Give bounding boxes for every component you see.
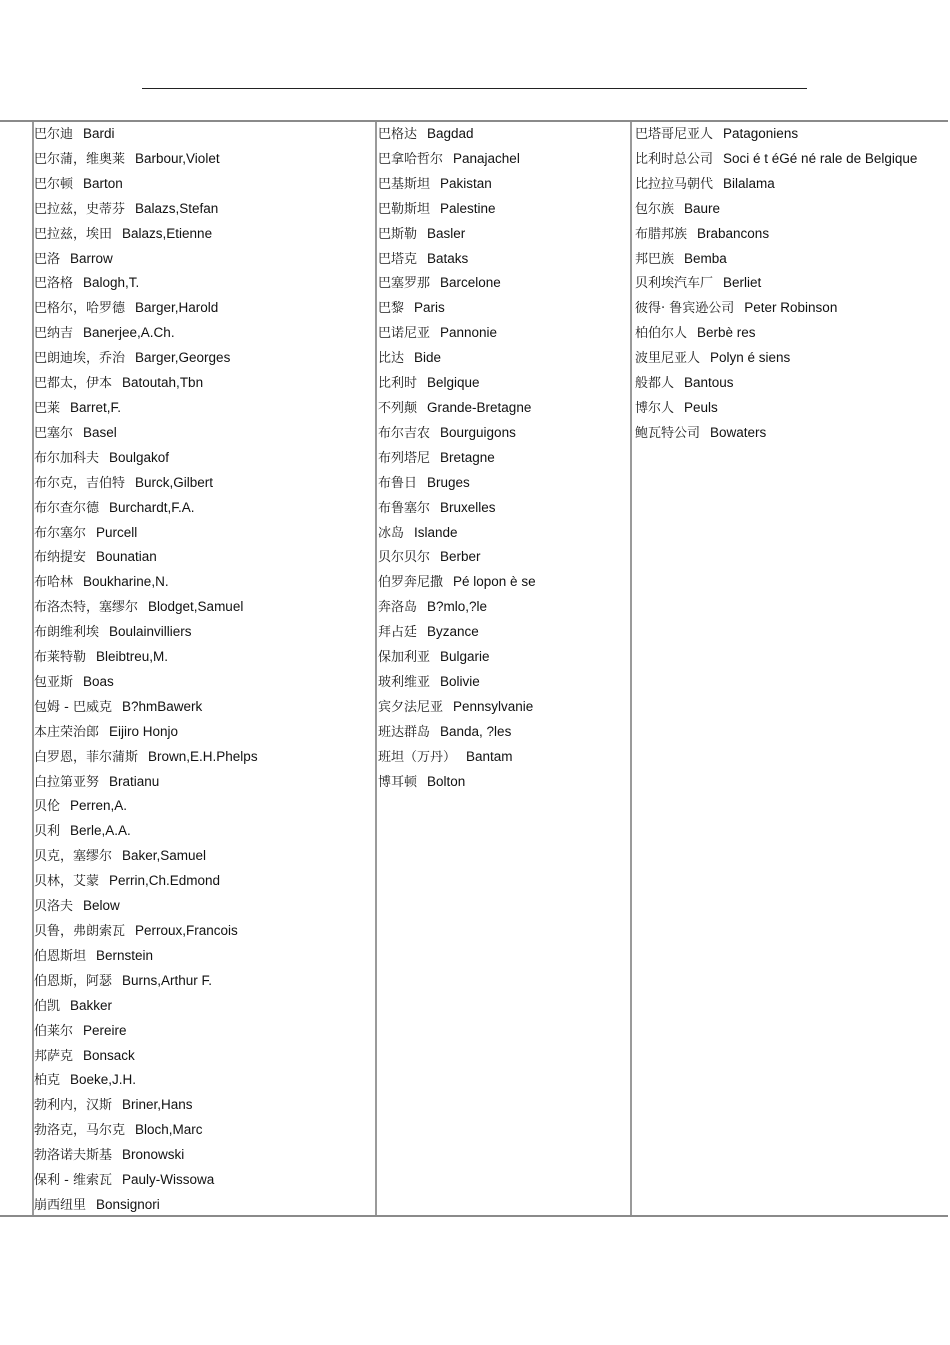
chinese-term: 巴洛 bbox=[34, 251, 61, 267]
glossary-entry bbox=[635, 125, 917, 150]
chinese-term: 邦萨克 bbox=[34, 1048, 74, 1064]
glossary-entry bbox=[34, 299, 258, 324]
chinese-term: 巴朗迪埃，乔治 bbox=[34, 351, 126, 367]
glossary-entry bbox=[34, 1146, 258, 1171]
original-term: Barger,Harold bbox=[135, 300, 219, 316]
chinese-term: 不列颠 bbox=[378, 400, 418, 416]
original-term: Below bbox=[83, 898, 120, 914]
chinese-term: 崩西纽里 bbox=[34, 1197, 87, 1213]
glossary-entry bbox=[378, 225, 536, 250]
glossary-entry bbox=[34, 474, 258, 499]
glossary-entry bbox=[34, 524, 258, 549]
original-term: Basel bbox=[83, 424, 117, 440]
original-term: Perren,A. bbox=[70, 798, 128, 814]
glossary-column-3 bbox=[635, 125, 917, 449]
original-term: Bantous bbox=[684, 375, 734, 391]
chinese-term: 博耳顿 bbox=[378, 774, 418, 790]
original-term: Brabancons bbox=[697, 225, 770, 241]
glossary-entry bbox=[34, 449, 258, 474]
original-term: Bilalama bbox=[723, 175, 775, 191]
original-term: Bruges bbox=[427, 474, 470, 490]
chinese-term: 贝洛夫 bbox=[34, 899, 74, 915]
chinese-term: 巴拿哈哲尔 bbox=[378, 151, 444, 167]
chinese-term: 比拉拉马朝代 bbox=[635, 176, 714, 192]
chinese-term: 布尔塞尔 bbox=[34, 525, 87, 541]
glossary-entry bbox=[34, 598, 258, 623]
chinese-term: 贝尔贝尔 bbox=[378, 550, 431, 566]
chinese-term: 冰岛 bbox=[378, 525, 405, 541]
glossary-entry bbox=[34, 922, 258, 947]
original-term: Eijiro Honjo bbox=[109, 723, 179, 739]
column-divider-2 bbox=[630, 122, 632, 1215]
original-term: Balogh,T. bbox=[83, 275, 140, 291]
original-term: Bleibtreu,M. bbox=[96, 649, 169, 665]
chinese-term: 勃洛诺夫斯基 bbox=[34, 1148, 113, 1164]
original-term: Polyn é siens bbox=[710, 350, 791, 366]
glossary-entry bbox=[34, 499, 258, 524]
original-term: Bonsack bbox=[83, 1047, 135, 1063]
original-term: Bowaters bbox=[710, 424, 767, 440]
chinese-term: 本庄荣治郎 bbox=[34, 724, 100, 740]
original-term: Bourguigons bbox=[440, 424, 516, 440]
original-term: Perroux,Francois bbox=[135, 923, 238, 938]
glossary-entry bbox=[635, 349, 917, 374]
glossary-entry bbox=[34, 548, 258, 573]
glossary-entry bbox=[34, 225, 258, 250]
chinese-term: 博尔人 bbox=[635, 400, 675, 416]
glossary-table bbox=[0, 120, 948, 1217]
chinese-term: 伯罗奔尼撒 bbox=[378, 575, 444, 591]
glossary-entry bbox=[378, 349, 536, 374]
glossary-entry bbox=[34, 1171, 258, 1196]
chinese-term: 巴基斯坦 bbox=[378, 176, 431, 192]
glossary-entry bbox=[378, 324, 536, 349]
glossary-entry bbox=[378, 150, 536, 175]
glossary-entry bbox=[378, 200, 536, 225]
original-term: Balazs,Etienne bbox=[122, 225, 213, 241]
glossary-entry bbox=[378, 499, 536, 524]
glossary-entry bbox=[378, 399, 536, 424]
original-term: Balazs,Stefan bbox=[135, 200, 219, 216]
original-term: Islande bbox=[414, 524, 458, 540]
original-term: Barret,F. bbox=[70, 399, 122, 415]
glossary-entry bbox=[34, 997, 258, 1022]
header-rule bbox=[142, 88, 807, 89]
glossary-entry bbox=[34, 773, 258, 798]
glossary-entry bbox=[34, 150, 258, 175]
original-term: Panajachel bbox=[453, 150, 520, 166]
chinese-term: 布尔查尔德 bbox=[34, 500, 100, 516]
original-term: Bernstein bbox=[96, 947, 154, 963]
glossary-entry bbox=[378, 449, 536, 474]
original-term: Barger,Georges bbox=[135, 350, 231, 366]
glossary-entry bbox=[34, 698, 258, 723]
glossary-entry bbox=[378, 548, 536, 573]
glossary-entry bbox=[378, 598, 536, 623]
chinese-term: 比达 bbox=[378, 351, 405, 367]
original-term: Bulgarie bbox=[440, 649, 490, 665]
chinese-term: 布纳提安 bbox=[34, 550, 87, 566]
glossary-column-2 bbox=[378, 125, 536, 797]
original-term: Batoutah,Tbn bbox=[122, 375, 204, 391]
original-term: Bolton bbox=[427, 773, 466, 789]
original-term: Bretagne bbox=[440, 449, 495, 465]
glossary-entry bbox=[34, 947, 258, 972]
chinese-term: 布尔加科夫 bbox=[34, 450, 100, 466]
chinese-term: 布鲁日 bbox=[378, 475, 418, 491]
original-term: Berliet bbox=[723, 275, 762, 291]
original-term: Byzance bbox=[427, 624, 479, 640]
glossary-entry bbox=[34, 673, 258, 698]
original-term: Pannonie bbox=[440, 325, 498, 341]
glossary-entry bbox=[34, 897, 258, 922]
glossary-entry bbox=[34, 648, 258, 673]
original-term: Paris bbox=[414, 300, 445, 316]
chinese-term: 布莱特勒 bbox=[34, 650, 87, 666]
chinese-term: 勃利内，汉斯 bbox=[34, 1098, 113, 1114]
chinese-term: 巴诺尼亚 bbox=[378, 326, 431, 342]
glossary-entry bbox=[635, 225, 917, 250]
original-term: Peuls bbox=[684, 399, 718, 415]
original-term: Boas bbox=[83, 673, 114, 689]
original-term: Pauly-Wissowa bbox=[121, 1172, 215, 1188]
glossary-entry bbox=[635, 274, 917, 299]
original-term: Briner,Hans bbox=[122, 1097, 193, 1113]
original-term: Pé lopon è se bbox=[453, 574, 536, 590]
original-term: Berber bbox=[440, 549, 481, 565]
chinese-term: 伯莱尔 bbox=[34, 1023, 74, 1039]
glossary-entry bbox=[378, 524, 536, 549]
original-term: Bemba bbox=[684, 250, 727, 266]
glossary-column-1 bbox=[34, 125, 258, 1221]
column-divider-1 bbox=[375, 122, 377, 1215]
chinese-term: 巴洛格 bbox=[34, 276, 74, 292]
chinese-term: 布洛杰特，塞缪尔 bbox=[34, 600, 139, 616]
chinese-term: 邦巴族 bbox=[635, 251, 675, 267]
glossary-entry bbox=[378, 723, 536, 748]
original-term: Pakistan bbox=[440, 175, 492, 191]
original-term: Berle,A.A. bbox=[70, 823, 131, 839]
glossary-entry bbox=[34, 972, 258, 997]
chinese-term: 贝克，塞缪尔 bbox=[34, 849, 113, 865]
original-term: Blodget,Samuel bbox=[148, 599, 244, 615]
original-term: Boukharine,N. bbox=[83, 574, 169, 590]
chinese-term: 布朗维利埃 bbox=[34, 625, 100, 641]
chinese-term: 宾夕法尼亚 bbox=[378, 699, 444, 715]
glossary-entry bbox=[378, 175, 536, 200]
chinese-term: 比利时总公司 bbox=[635, 151, 714, 167]
chinese-term: 贝伦 bbox=[34, 799, 61, 815]
chinese-term: 鲍瓦特公司 bbox=[635, 425, 701, 441]
original-term: B?hmBawerk bbox=[121, 698, 203, 714]
original-term: Bounatian bbox=[96, 549, 157, 565]
glossary-entry bbox=[34, 573, 258, 598]
chinese-term: 伯恩斯，阿瑟 bbox=[34, 973, 113, 989]
original-term: Bonsignori bbox=[96, 1196, 160, 1212]
glossary-entry bbox=[34, 872, 258, 897]
chinese-term: 勃洛克，马尔克 bbox=[34, 1123, 126, 1139]
chinese-term: 巴格达 bbox=[378, 127, 418, 142]
glossary-entry bbox=[34, 1196, 258, 1221]
glossary-entry bbox=[34, 623, 258, 648]
chinese-term: 般都人 bbox=[635, 376, 675, 392]
chinese-term: 贝利埃汽车厂 bbox=[635, 276, 714, 292]
original-term: Bakker bbox=[70, 997, 113, 1013]
glossary-entry bbox=[34, 200, 258, 225]
original-term: Burns,Arthur F. bbox=[122, 972, 213, 988]
glossary-entry bbox=[34, 424, 258, 449]
glossary-entry bbox=[635, 424, 917, 449]
glossary-entry bbox=[378, 773, 536, 798]
chinese-term: 贝利 bbox=[34, 824, 61, 840]
glossary-entry bbox=[34, 1047, 258, 1072]
original-term: Perrin,Ch.Edmond bbox=[109, 873, 221, 889]
chinese-term: 包亚斯 bbox=[34, 674, 74, 690]
chinese-term: 巴塞罗那 bbox=[378, 276, 431, 292]
original-term: Baker,Samuel bbox=[122, 848, 207, 864]
glossary-entry bbox=[34, 797, 258, 822]
chinese-term: 巴黎 bbox=[378, 301, 405, 317]
chinese-term: 比利时 bbox=[378, 376, 418, 392]
glossary-entry bbox=[34, 274, 258, 299]
original-term: Belgique bbox=[427, 375, 480, 391]
glossary-entry bbox=[378, 648, 536, 673]
chinese-term: 包尔族 bbox=[635, 201, 675, 217]
glossary-entry bbox=[34, 847, 258, 872]
chinese-term: 白拉第亚努 bbox=[34, 774, 100, 790]
chinese-term: 巴尔迪 bbox=[34, 127, 74, 142]
glossary-entry bbox=[34, 175, 258, 200]
original-term: Banda, ?les bbox=[440, 723, 512, 739]
glossary-entry bbox=[34, 125, 258, 150]
chinese-term: 布腊邦族 bbox=[635, 226, 688, 242]
original-term: Burchardt,F.A. bbox=[109, 499, 195, 515]
original-term: Barcelone bbox=[440, 275, 501, 291]
chinese-term: 白罗恩，菲尔蒲斯 bbox=[34, 749, 139, 765]
glossary-entry bbox=[34, 324, 258, 349]
glossary-entry bbox=[635, 175, 917, 200]
original-term: Baure bbox=[684, 200, 721, 216]
glossary-entry bbox=[378, 374, 536, 399]
original-term: Boulgakof bbox=[109, 449, 170, 465]
glossary-entry bbox=[635, 200, 917, 225]
chinese-term: 班坦（万丹） bbox=[378, 749, 457, 765]
original-term: Bataks bbox=[427, 250, 469, 266]
original-term: Bardi bbox=[83, 126, 115, 141]
chinese-term: 巴塔克 bbox=[378, 251, 418, 267]
chinese-term: 巴塔哥尼亚人 bbox=[635, 127, 714, 142]
chinese-term: 巴尔顿 bbox=[34, 176, 74, 192]
chinese-term: 巴都太，伊本 bbox=[34, 376, 113, 392]
chinese-term: 柏克 bbox=[34, 1073, 61, 1089]
glossary-entry bbox=[34, 374, 258, 399]
glossary-entry bbox=[378, 125, 536, 150]
chinese-term: 拜占廷 bbox=[378, 625, 418, 641]
chinese-term: 布鲁塞尔 bbox=[378, 500, 431, 516]
chinese-term: 包姆 - 巴威克 bbox=[34, 699, 112, 715]
original-term: Banerjee,A.Ch. bbox=[83, 325, 175, 341]
chinese-term: 伯凯 bbox=[34, 998, 61, 1014]
original-term: Brown,E.H.Phelps bbox=[148, 748, 258, 764]
glossary-entry bbox=[34, 349, 258, 374]
glossary-entry bbox=[34, 822, 258, 847]
chinese-term: 保利 - 维索瓦 bbox=[34, 1173, 112, 1189]
glossary-entry bbox=[34, 748, 258, 773]
original-term: Grande-Bretagne bbox=[427, 399, 532, 415]
original-term: Barbour,Violet bbox=[135, 150, 220, 166]
chinese-term: 保加利亚 bbox=[378, 650, 431, 666]
original-term: Bronowski bbox=[122, 1147, 185, 1163]
original-term: Bantam bbox=[466, 748, 513, 764]
glossary-entry bbox=[378, 274, 536, 299]
chinese-term: 巴格尔，哈罗德 bbox=[34, 301, 126, 317]
original-term: Burck,Gilbert bbox=[135, 474, 214, 490]
glossary-entry bbox=[635, 399, 917, 424]
original-term: Soci é t éGé né rale de Belgique bbox=[723, 150, 918, 166]
original-term: B?mlo,?le bbox=[427, 599, 488, 615]
glossary-entry bbox=[378, 748, 536, 773]
glossary-entry bbox=[378, 573, 536, 598]
glossary-entry bbox=[378, 250, 536, 275]
original-term: Bruxelles bbox=[440, 499, 496, 515]
chinese-term: 巴斯勒 bbox=[378, 226, 418, 242]
chinese-term: 柏伯尔人 bbox=[635, 326, 688, 342]
original-term: Purcell bbox=[96, 524, 138, 540]
chinese-term: 伯恩斯坦 bbox=[34, 948, 87, 964]
original-term: Peter Robinson bbox=[744, 300, 838, 316]
chinese-term: 波里尼亚人 bbox=[635, 351, 701, 367]
original-term: Palestine bbox=[440, 200, 496, 216]
glossary-entry bbox=[635, 299, 917, 324]
glossary-entry bbox=[378, 673, 536, 698]
chinese-term: 巴勒斯坦 bbox=[378, 201, 431, 217]
glossary-entry bbox=[635, 324, 917, 349]
original-term: Boeke,J.H. bbox=[70, 1072, 137, 1088]
glossary-entry bbox=[635, 150, 917, 175]
glossary-entry bbox=[34, 1121, 258, 1146]
original-term: Basler bbox=[427, 225, 466, 241]
chinese-term: 彼得· 鲁宾逊公司 bbox=[635, 301, 735, 317]
original-term: Boulainvilliers bbox=[109, 624, 192, 640]
glossary-entry bbox=[378, 698, 536, 723]
chinese-term: 班达群岛 bbox=[378, 724, 431, 740]
original-term: Bratianu bbox=[109, 773, 160, 789]
chinese-term: 巴塞尔 bbox=[34, 425, 74, 441]
chinese-term: 贝鲁，弗朗索瓦 bbox=[34, 924, 126, 939]
original-term: Bloch,Marc bbox=[135, 1122, 203, 1138]
chinese-term: 奔洛岛 bbox=[378, 600, 418, 616]
original-term: Barton bbox=[83, 175, 123, 191]
original-term: Bagdad bbox=[427, 126, 474, 141]
glossary-entry bbox=[378, 623, 536, 648]
original-term: Bide bbox=[414, 350, 442, 366]
original-term: Bolivie bbox=[440, 673, 480, 689]
chinese-term: 布列塔尼 bbox=[378, 450, 431, 466]
chinese-term: 贝林，艾蒙 bbox=[34, 874, 100, 890]
chinese-term: 布尔吉农 bbox=[378, 425, 431, 441]
glossary-entry bbox=[378, 474, 536, 499]
original-term: Berbè res bbox=[697, 325, 756, 341]
chinese-term: 巴拉兹，埃田 bbox=[34, 226, 113, 242]
glossary-entry bbox=[34, 1071, 258, 1096]
glossary-entry bbox=[378, 299, 536, 324]
glossary-entry bbox=[34, 1096, 258, 1121]
glossary-entry bbox=[635, 250, 917, 275]
chinese-term: 巴拉兹，史蒂芬 bbox=[34, 201, 126, 217]
chinese-term: 巴尔蒲，维奥莱 bbox=[34, 151, 126, 167]
original-term: Pereire bbox=[83, 1022, 127, 1038]
glossary-entry bbox=[34, 399, 258, 424]
chinese-term: 巴莱 bbox=[34, 400, 61, 416]
chinese-term: 布哈林 bbox=[34, 575, 74, 591]
original-term: Patagoniens bbox=[723, 126, 799, 141]
chinese-term: 巴纳吉 bbox=[34, 326, 74, 342]
glossary-entry bbox=[34, 1022, 258, 1047]
glossary-entry bbox=[635, 374, 917, 399]
chinese-term: 玻利维亚 bbox=[378, 674, 431, 690]
glossary-entry bbox=[378, 424, 536, 449]
original-term: Barrow bbox=[70, 250, 113, 266]
glossary-entry bbox=[34, 250, 258, 275]
original-term: Pennsylvanie bbox=[453, 698, 534, 714]
chinese-term: 布尔克，吉伯特 bbox=[34, 475, 126, 491]
glossary-entry bbox=[34, 723, 258, 748]
